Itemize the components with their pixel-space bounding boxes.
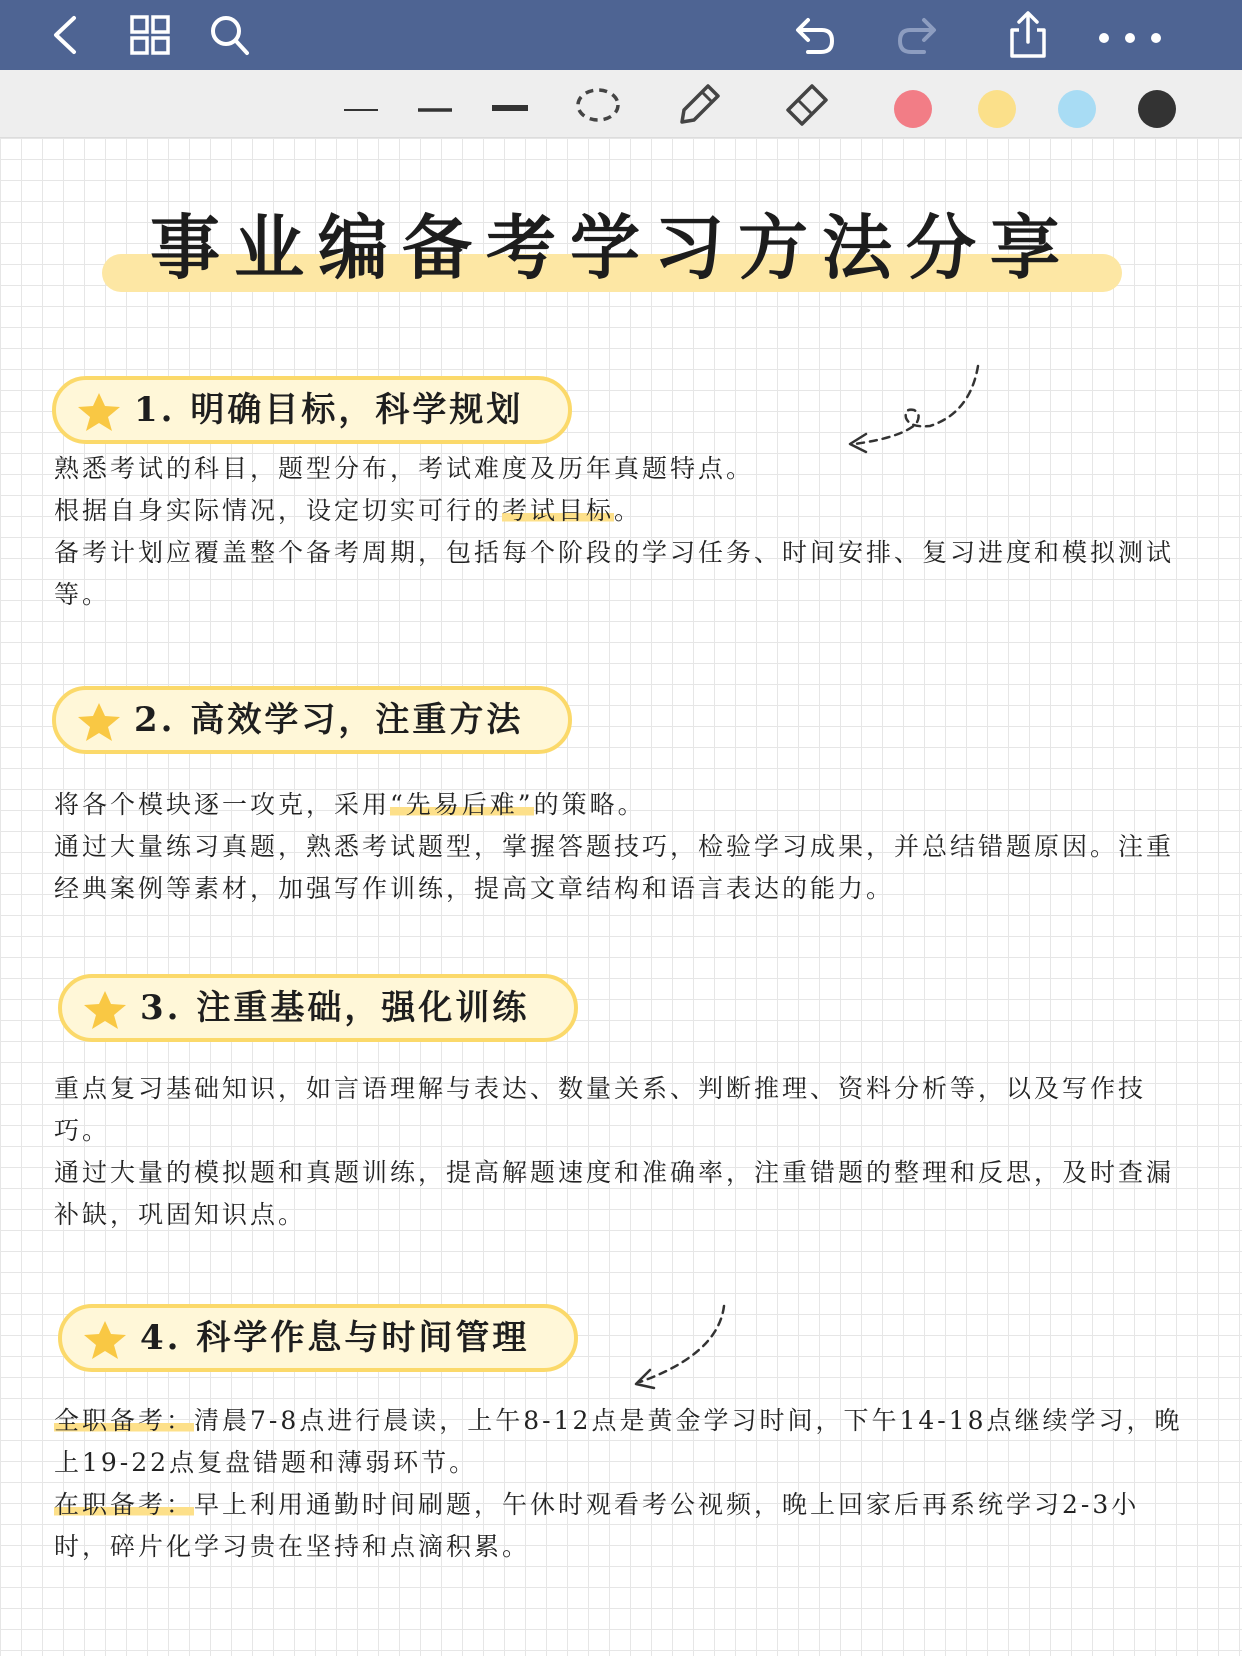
undo-icon[interactable]: [788, 10, 836, 60]
highlighted-text: “先易后难”: [390, 790, 534, 819]
note-canvas[interactable]: [0, 138, 1242, 1656]
star-icon: [76, 701, 122, 743]
red-color-swatch[interactable]: [894, 90, 932, 128]
section-1-heading: [52, 376, 572, 444]
search-icon[interactable]: [206, 10, 254, 60]
body-line: 熟悉考试的科目，题型分布，考试难度及历年真题特点。: [54, 454, 755, 483]
share-icon[interactable]: [1004, 10, 1052, 60]
medium-line-icon[interactable]: [416, 100, 454, 110]
section-1-body: [54, 448, 1194, 616]
more-icon[interactable]: [1094, 10, 1166, 60]
section-4-heading: [58, 1304, 578, 1372]
dashed-arrow-decoration: [626, 1298, 736, 1398]
section-heading-text: 3. 注重基础，强化训练: [140, 988, 530, 1028]
note-title: 事业编备考学习方法分享: [150, 206, 1074, 289]
star-icon: [82, 1319, 128, 1361]
body-line: 重点复习基础知识，如言语理解与表达、数量关系、判断推理、资料分析等，以及写作技巧。: [54, 1074, 1147, 1145]
section-heading-text: 4. 科学作息与时间管理: [140, 1318, 530, 1358]
section-heading-text: 1. 明确目标，科学规划: [134, 390, 524, 430]
thick-line-icon[interactable]: [490, 99, 530, 111]
body-line: 备考计划应覆盖整个备考周期，包括每个阶段的学习任务、时间安排、复习进度和模拟测试等。: [54, 538, 1175, 609]
section-4-body: [54, 1400, 1194, 1568]
highlighted-label: 全职备考：: [54, 1406, 195, 1435]
blue-color-swatch[interactable]: [1058, 90, 1096, 128]
section-2-heading: [52, 686, 572, 754]
top-navigation-bar: [0, 0, 1242, 70]
body-line: 根据自身实际情况，设定切实可行的考试目标。: [54, 496, 643, 525]
note-title-block: [100, 198, 1124, 298]
grid-icon[interactable]: [126, 10, 174, 60]
body-line: 通过大量练习真题，熟悉考试题型，掌握答题技巧，检验学习成果，并总结错题原因。注重经典案例等素材，加强写作训练，提高文章结构和语言表达的能力。: [54, 832, 1175, 903]
back-icon[interactable]: [44, 10, 92, 60]
star-icon: [82, 989, 128, 1031]
thin-line-icon[interactable]: [342, 100, 380, 110]
lasso-icon[interactable]: [574, 84, 622, 126]
body-line: 将各个模块逐一攻克，采用“先易后难”的策略。: [54, 790, 646, 819]
star-icon: [76, 391, 122, 433]
section-3-body: [54, 1068, 1194, 1236]
redo-icon[interactable]: [896, 10, 944, 60]
body-line: 通过大量的模拟题和真题训练，提高解题速度和准确率，注重错题的整理和反思，及时查漏补缺，巩固知识点。: [54, 1158, 1175, 1229]
pencil-icon[interactable]: [674, 78, 722, 130]
highlighted-text: 考试目标: [502, 496, 615, 525]
eraser-icon[interactable]: [782, 78, 832, 130]
body-line: 全职备考：清晨7-8点进行晨读，上午8-12点是黄金学习时间，下午14-18点继续学习，晚上19-22点复盘错题和薄弱环节。: [54, 1406, 1183, 1477]
section-3-heading: [58, 974, 578, 1042]
section-heading-text: 2. 高效学习，注重方法: [134, 700, 524, 740]
curly-arrow-decoration: [840, 358, 990, 458]
section-2-body: [54, 784, 1194, 910]
body-line: 在职备考：早上利用通勤时间刷题，午休时观看考公视频，晚上回家后再系统学习2-3小时，碎片化学习贵在坚持和点滴积累。: [54, 1490, 1140, 1561]
drawing-toolbar: [0, 70, 1242, 138]
black-color-swatch[interactable]: [1138, 90, 1176, 128]
yellow-color-swatch[interactable]: [978, 90, 1016, 128]
highlighted-label: 在职备考：: [54, 1490, 195, 1519]
